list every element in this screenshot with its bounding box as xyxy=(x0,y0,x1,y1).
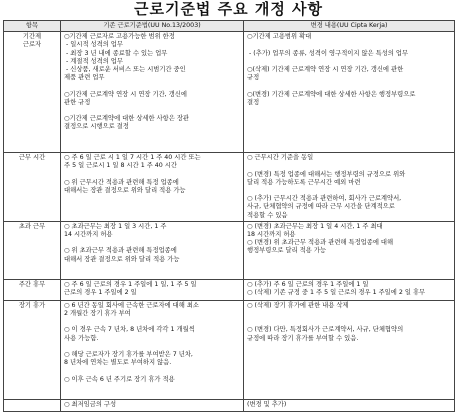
row-new-text: ○ (변경) 초과근무는 최장 1 일 4 시간, 1 주 최대 18 시간까지 허용 ○ (변경) 위 초과근무 적용과 관련해 특정업종에 대해 행정부령으로 달리 적용 가능 xyxy=(244,221,455,279)
page-title: 근로기준법 주요 개정 사항 xyxy=(133,0,324,18)
row-new-text: ○ (삭제) 장기 휴가에 관한 내용 삭제 ○ (변경) 다만, 특정회사가 근로계약서, 사규, 단체협약의 규정에 따라 장기 휴가를 부여할 수 있음. xyxy=(244,300,455,399)
row-new-text: ○기간제 고용범위 확대 - (추가) 업무의 종류, 성격이 영구적이지 않은 특성의 업무 ○(삭제) 기간제 근로계약 연장 시 연장 기간, 갱신에 관한 규정 ○(변경) 기간제 근로계약에 대한 상세한 사항은 행정부령으로 결정 xyxy=(244,32,455,153)
table-row xyxy=(4,32,455,153)
row-new-text: ○ (추가) 주 6 일 근로의 경우 1 주일에 1 일 ○ (삭제) 기존 규정 중 1 주 5 일 근로의 경우 1 주일에 2 일 휴무 xyxy=(244,279,455,300)
row-category: 장기 휴가 xyxy=(4,300,61,399)
header-category: 항목 xyxy=(4,21,61,32)
row-category: 초과 근무 xyxy=(4,221,61,279)
row-new-text: ○ 근무시간 기준을 동일 ○ (변경) 특정 업종에 대해서는 행정부령의 규정으로 위와 달리 적용 가능하도록 근무시간 예외 마련 ○ (추가) 근무시간 적용과 관련하여, 회사가 근로계약서, 사규, 단체협약의 규정에 따라 근무 시간을 단계적으로 적용할 수 있음 xyxy=(244,153,455,222)
table-row xyxy=(4,300,455,399)
table-row xyxy=(4,153,455,222)
header-new-law: 변경 내용(UU Cipta Kerja) xyxy=(244,21,455,32)
table-header-row xyxy=(4,21,455,32)
row-old-text: ○ 최저임금의 구성 xyxy=(61,399,244,411)
header-old-law: 기존 근로기준법(UU No.13/2003) xyxy=(61,21,244,32)
table-row xyxy=(4,399,455,411)
row-old-text: ○ 초과근무는 최장 1 일 3 시간, 1 주 14 시간까지 허용 ○ 위 초과근무 적용과 관련해 특정업종에 대해서 장관 결정으로 위와 달리 적용 가능 xyxy=(61,221,244,279)
table-row xyxy=(4,279,455,300)
row-old-text: ○ 주 6 일 근로의 경우 1 주일에 1 일, 1 주 5 일 근로의 경우 1 주일에 2 일 xyxy=(61,279,244,300)
row-new-text: (변경 및 추가) xyxy=(244,399,455,411)
law-comparison-table xyxy=(3,20,455,412)
row-category xyxy=(4,399,61,411)
row-old-text: ○기간제 근로자로 고용가능한 범위 한정 - 일시적 성격의 업무 - 최장 3 년 내에 종료할 수 있는 업무 - 계절적 성격의 업무 - 신상품, 새로운 서비스 또는 시범기간 중인 제품 관련 업무 ○기간제 근로계약 연장 시 연장 기간, 갱신에 관한 규정 ○기간제 근로계약에 대한 상세한 사항은 장관 결정으로 시행으로 결정 xyxy=(61,32,244,153)
table-row xyxy=(4,221,455,279)
row-category: 근무 시간 xyxy=(4,153,61,222)
row-category: 주간 휴무 xyxy=(4,279,61,300)
row-old-text: ○ 6 년간 동일 회사에 근속한 근로자에 대해 최소 2 개월간 장기 휴가 부여 ○ 이 경우 근속 7 년차, 8 년차에 각각 1 개월씩 사용 가능함. ○ 해당 근로자가 장기 휴가를 부여받은 7 년차, 8 년차에 연차는 별도로 부여하지 않음. ○ 이후 근속 6 년 주기로 장기 휴가 적용 xyxy=(61,300,244,399)
row-old-text: ○ 주 6 일 근로 시 1 일 7 시간 1 주 40 시간 또는 주 5 일 근로시 1 일 8 시간 1 주 40 시간 ○ 위 근무시간 적용과 관련해 특정 업종에 대해서는 장관 결정으로 위와 달리 적용 가능 xyxy=(61,153,244,222)
row-category: 기간제 근로자 xyxy=(4,32,61,153)
